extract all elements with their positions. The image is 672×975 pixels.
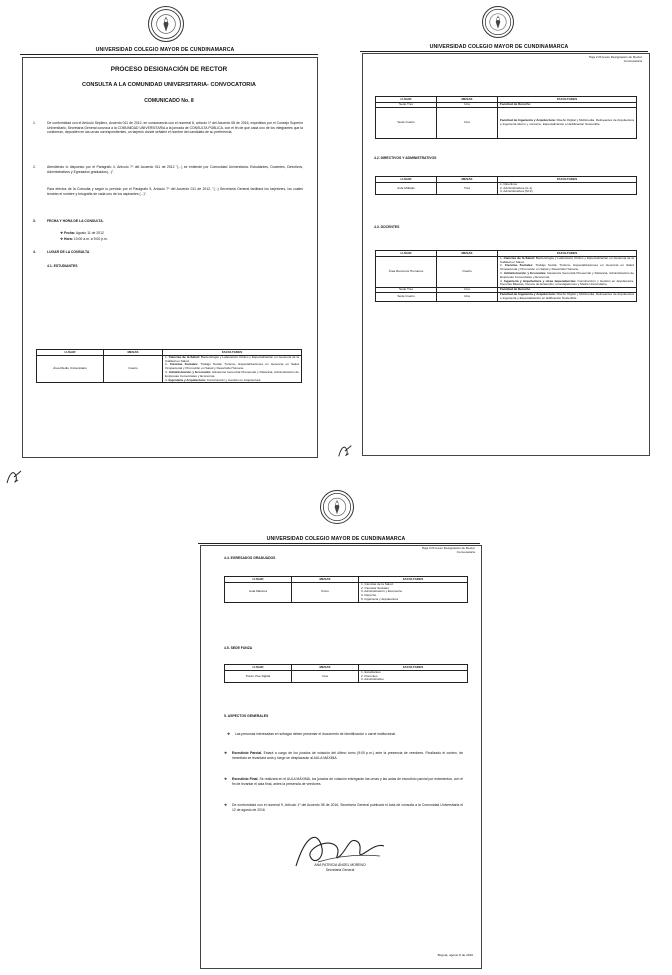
- funza-table: [224, 664, 468, 683]
- partial-count-label: Escrutinio Parcial.: [232, 751, 263, 755]
- list-item: 3. Administración y Economía: [361, 589, 402, 594]
- faculty-item: 3. Administración y Economía: Asistencia Gerencial Presencial y Distancia, Administración de Empresas Comerciales y Economía.: [500, 270, 634, 279]
- cell-facultades: [498, 256, 637, 287]
- hour-label: Hora:: [64, 237, 73, 241]
- cell-facultades: Facultad de Derecho: [498, 288, 637, 293]
- list-item: 1. Directivos: [500, 181, 518, 186]
- cell-facultades: [163, 355, 302, 383]
- students-table: [36, 349, 302, 383]
- faculty-item: 3. Administración y Economía: Asistencia Gerencial Presencial y Distancia, Administración de Empresas Comerciales y Economía.: [165, 369, 299, 378]
- diamond-bullet-icon: ❖: [227, 732, 231, 736]
- cell-facultades: Facultad de Derecho: [498, 102, 637, 107]
- section-4-4-heading: 4.4. EGRESADOS GRADUADOS: [224, 556, 276, 560]
- signer-name: ANA PATRICIA ÁNGEL MORENO: [314, 863, 366, 867]
- date-value: Agosto 11 de 2012: [75, 231, 104, 235]
- list-item: 5. Ingeniería y Arquitectura: [361, 596, 399, 601]
- cell-lugar: Sede Cuatro: [376, 107, 437, 138]
- faculty-item: 1. Ciencias de la Salud: Bacteriología y Laboratorio Clínico y Especialización en Gerencia de la Calidad en Salud.: [165, 354, 299, 363]
- item-2b-paragraph: Para efectos de la Consulta y según lo previsto por el Parágrafo 5, Artículo 7º del Acuerdo 011 de 2012, "(...) Secretaría General facilitará los tarjetones, los cuales tendrán el nombre y fotografía de cada uno de los aspirantes (...)".: [47, 187, 303, 196]
- cell-mesas: Tres: [437, 182, 498, 194]
- section-4-1-heading: 4.1. ESTUDIANTES: [47, 264, 78, 268]
- cell-mesas: Una: [437, 292, 498, 301]
- faculty-item: 2. Ciencias Sociales: Trabajo Social, Turismo, Especializaciones en Gerencia en Salud Ocupacional y Promoción en Salud y Desarrollo Humano.: [500, 263, 634, 272]
- col-header-lugar: LUGAR: [37, 350, 104, 356]
- section-4-3-heading: 4.3. DOCENTES: [374, 225, 400, 229]
- diamond-bullet-icon: ❖: [224, 803, 228, 807]
- item-3-number: 3.: [33, 219, 36, 223]
- list-item: 2. Ciencias Sociales: [361, 585, 389, 590]
- consultation-subtitle: CONSULTA A LA COMUNIDAD UNIVERSITARIA- CONVOCATORIA: [82, 82, 256, 88]
- bullet-identification: Las personas interesadas en sufragar deben presentar el documento de identificación o carné institucional.: [235, 732, 396, 736]
- cell-facultades: [359, 582, 468, 602]
- faculty-item: 1. Ciencias de la Salud: Bacteriología y Laboratorio Clínico y Especialización en Gerencia de la Calidad en Salud.: [500, 255, 634, 264]
- bullet-final-count: [232, 777, 463, 786]
- col-header-mesas: MESAS: [292, 665, 359, 671]
- cell-lugar: Aula Múltiple: [376, 182, 437, 194]
- cell-facultades: Facultad de Ingeniería y Arquitectura: Diseño Digital y Multimedia, Delineantes de Arquitectura e Ingeniería y Especialización en Edificación Sostenible.: [498, 292, 637, 301]
- header-rule: [20, 54, 318, 55]
- col-header-facultades: FACULTADES: [163, 350, 302, 356]
- item-1-paragraph: De conformidad con el Artículo Séptimo, Acuerdo 011 de 2012, en consonancia con el numeral 8, artículo 1º del Acuerdo 08 de 2016, expedidos por el Consejo Superior Universitario, Secretaría General convoca a la COMUNIDAD UNIVERSITARIA a la jornada de CONSULTA PÚBLICA, con el fin de que cada uno de los integrantes que la conforman, depositen en las urnas correspondientes, un tarjetón donde señalen el nombre del candidato de su preferencia.: [47, 121, 303, 134]
- university-seal-logo: [320, 490, 354, 524]
- final-count-label: Escrutinio Final.: [232, 777, 259, 781]
- faculty-item: 4. Ingeniería y Arquitectura y otras dependencias: Construcción y Gestión en Arquitectura, Ciencias Básicas, Cursos de Extensión, Investigaciones y Medio Universitario.: [500, 278, 634, 287]
- directives-table: [375, 176, 637, 195]
- university-name: UNIVERSIDAD COLEGIO MAYOR DE CUNDINAMARCA: [429, 44, 569, 50]
- item-2-paragraph: Atendiendo lo dispuesto por el Parágrafo 4, Artículo 7º del Acuerdo 011 de 2012 "(...) se entiende por Comunidad Universitaria: Estudiantes, Docentes, Directivos, Administrativos y Egresados graduados(...)".: [47, 165, 303, 174]
- communique-number: COMUNICADO No. 8: [144, 98, 194, 104]
- cell-lugar: Sede Tres: [376, 102, 437, 107]
- col-header-lugar: LUGAR: [376, 251, 437, 257]
- col-header-lugar: LUGAR: [225, 665, 292, 671]
- final-count-text: Se realizará en el AULA MÁXIMA, los jurados de votación entregarán las urnas y las actas de escrutinio parcial por estamentos, con el fin de levantar el acta final, antes la presencia de veedores.: [232, 777, 463, 786]
- col-header-facultades: FACULTADES: [359, 577, 468, 583]
- place-and-date: Bogotá, agosto 8 de 2016: [437, 953, 473, 957]
- bullet-partial-count: [232, 751, 463, 760]
- cell-facultades: [359, 670, 468, 682]
- signer-title: Secretaria General: [325, 868, 355, 872]
- university-seal-logo: [482, 6, 514, 38]
- col-header-lugar: LUGAR: [376, 177, 437, 183]
- cell-mesas: Una: [292, 670, 359, 682]
- section-4-2-heading: 4.2. DIRECTIVOS Y ADMINISTRATIVOS: [374, 156, 437, 160]
- list-item: 3. Administrativos (M-2): [500, 189, 533, 194]
- bullet-publication: De conformidad con el numeral 9, Artículo 1º del Acuerdo 08 de 2016, Secretaría General publicará el Acta de consulta a la Comunidad Universitaria el 12 de agosto de 2016: [232, 803, 463, 812]
- cell-lugar: Sede Cuatro: [376, 292, 437, 301]
- cell-mesas: Cuatro: [104, 355, 163, 383]
- hour-bullet: [60, 237, 108, 241]
- diamond-bullet-icon: ❖: [60, 231, 64, 235]
- handwritten-initial-mark: [336, 442, 354, 460]
- cell-mesas: Cuatro: [437, 256, 498, 287]
- header-rule: [360, 51, 648, 52]
- item-4-heading: LUGAR DE LA CONSULTA: [47, 250, 90, 254]
- page-header-line-1: Hoja 3 Proceso Designación de Rector: [421, 546, 475, 550]
- cell-facultades: [498, 182, 637, 194]
- handwritten-initial-mark: [4, 468, 24, 486]
- university-name: UNIVERSIDAD COLEGIO MAYOR DE CUNDINAMARCA: [266, 536, 406, 542]
- item-4-number: 4.: [33, 250, 36, 254]
- students-table-continued: [375, 96, 637, 139]
- list-item: 2. Administrativos (A-1): [500, 185, 533, 190]
- diamond-bullet-icon: ❖: [224, 751, 228, 755]
- cell-lugar: Punto Vive Digital: [225, 670, 292, 682]
- list-item: 2. Docentes: [361, 673, 378, 678]
- cell-lugar: Área Recursos Humanos: [376, 256, 437, 287]
- date-bullet: [60, 231, 104, 235]
- col-header-mesas: MESAS: [437, 251, 498, 257]
- cell-lugar: Aula Máxima: [225, 582, 292, 602]
- item-2-number: 2.: [33, 165, 36, 169]
- page-3: [180, 486, 500, 975]
- section-4-5-heading: 4.5. SEDE FUNZA: [224, 646, 253, 650]
- cell-mesas: Una: [437, 102, 498, 107]
- page-header-line-2: Convocatoria: [623, 59, 642, 63]
- col-header-mesas: MESAS: [292, 577, 359, 583]
- col-header-facultades: FACULTADES: [498, 97, 637, 103]
- university-seal-logo: [148, 6, 184, 42]
- col-header-mesas: MESAS: [104, 350, 163, 356]
- cell-mesas: Una: [437, 107, 498, 138]
- date-label: Fecha:: [64, 231, 75, 235]
- process-title: PROCESO DESIGNACIÓN DE RECTOR: [110, 66, 228, 73]
- faculty-item: 2. Ciencias Sociales: Trabajo Social, Turismo, Especializaciones en Gerencia en Salud Ocupacional y Promoción en Salud y Desarrollo Humano.: [165, 362, 299, 371]
- diamond-bullet-icon: ❖: [60, 237, 64, 241]
- graduates-table: [224, 576, 468, 603]
- header-rule: [198, 543, 480, 544]
- section-5-heading: 5. ASPECTOS GENERALES: [224, 714, 269, 718]
- faculty-item: 4. Ingeniería y Arquitectura: Construcción y Gestión en Arquitectura.: [165, 377, 262, 382]
- teachers-table: [375, 250, 637, 302]
- col-header-facultades: FACULTADES: [498, 251, 637, 257]
- cell-lugar: Área Medio Universitario: [37, 355, 104, 383]
- col-header-lugar: LUGAR: [225, 577, 292, 583]
- cell-mesas: Una: [437, 288, 498, 293]
- col-header-mesas: MESAS: [437, 177, 498, 183]
- cell-lugar: Sede Tres: [376, 288, 437, 293]
- university-name: UNIVERSIDAD COLEGIO MAYOR DE CUNDINAMARCA: [95, 47, 235, 53]
- page-1: [0, 0, 336, 470]
- list-item: 1. Ciencias de la Salud: [361, 581, 393, 586]
- item-3-heading: FECHA Y HORA DE LA CONSULTA.: [47, 219, 104, 223]
- item-1-number: 1.: [33, 121, 36, 125]
- col-header-mesas: MESAS: [437, 97, 498, 103]
- diamond-bullet-icon: ❖: [224, 777, 228, 781]
- cell-facultades: Facultad de Ingeniería y Arquitectura: Diseño Digital y Multimedia, Delineantes de Arquitectura e Ingeniería diurno y nocturno, Especialización en Edificación Sostenible.: [498, 107, 637, 138]
- list-item: 4. Derecho: [361, 593, 377, 598]
- col-header-facultades: FACULTADES: [359, 665, 468, 671]
- hour-value: 10:00 a.m. a 9:00 p.m.: [73, 237, 108, 241]
- col-header-facultades: FACULTADES: [498, 177, 637, 183]
- page-header-line-1: Hoja 2 Proceso Designación de Rector: [588, 55, 642, 59]
- page-2: [342, 0, 672, 470]
- col-header-lugar: LUGAR: [376, 97, 437, 103]
- partial-count-text: Estará a cargo de los jurados de votación del último turno (9:00 p.m.) ante la presencia de veedores. Finalizado el conteo, de inmediato se levantará acta y luego se desplazarán al AULA MÁXIMA.: [232, 751, 463, 760]
- page-header-line-2: Convocatoria: [456, 550, 475, 554]
- content-frame: [22, 57, 318, 458]
- cell-mesas: Cinco: [292, 582, 359, 602]
- list-item: 3. Administrativo: [361, 677, 384, 682]
- list-item: 1. Estudiantes: [361, 669, 381, 674]
